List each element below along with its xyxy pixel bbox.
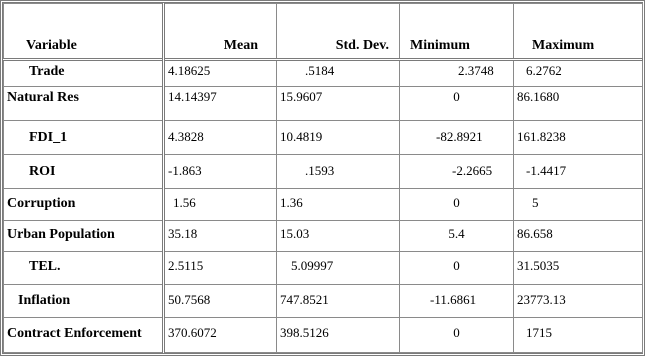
min-cell: 5.4 xyxy=(400,221,514,252)
min-cell: 2.3748 xyxy=(400,60,514,87)
variable-cell: Inflation xyxy=(4,285,164,318)
sd-cell: .5184 xyxy=(277,60,400,87)
mean-cell: 4.18625 xyxy=(164,60,277,87)
table-row xyxy=(4,87,643,121)
variable-cell: Corruption xyxy=(4,189,164,221)
min-cell: 0 xyxy=(400,252,514,285)
header-mean: Mean xyxy=(164,4,277,60)
table-row xyxy=(4,121,643,155)
mean-cell: 50.7568 xyxy=(164,285,277,318)
max-cell: 23773.13 xyxy=(514,285,643,318)
mean-cell: 4.3828 xyxy=(164,121,277,155)
table-row xyxy=(4,189,643,221)
header-maximum: Maximum xyxy=(514,4,643,60)
mean-cell: 1.56 xyxy=(164,189,277,221)
max-cell: 1715 xyxy=(514,318,643,353)
max-cell: 5 xyxy=(514,189,643,221)
descriptive-statistics-table xyxy=(3,3,643,353)
sd-cell: 15.03 xyxy=(277,221,400,252)
table-row xyxy=(4,285,643,318)
min-cell: 0 xyxy=(400,189,514,221)
mean-cell: 2.5115 xyxy=(164,252,277,285)
mean-cell: 370.6072 xyxy=(164,318,277,353)
sd-cell: 747.8521 xyxy=(277,285,400,318)
sd-cell: 10.4819 xyxy=(277,121,400,155)
header-variable: Variable xyxy=(4,4,164,60)
header-minimum: Minimum xyxy=(400,4,514,60)
sd-cell: 398.5126 xyxy=(277,318,400,353)
header-row xyxy=(4,4,643,60)
variable-cell: Urban Population xyxy=(4,221,164,252)
max-cell: 161.8238 xyxy=(514,121,643,155)
max-cell: 31.5035 xyxy=(514,252,643,285)
mean-cell: -1.863 xyxy=(164,155,277,189)
variable-cell: Contract Enforcement xyxy=(4,318,164,353)
header-std-dev: Std. Dev. xyxy=(277,4,400,60)
sd-cell: 5.09997 xyxy=(277,252,400,285)
min-cell: -82.8921 xyxy=(400,121,514,155)
mean-cell: 35.18 xyxy=(164,221,277,252)
variable-cell: Natural Res xyxy=(4,87,164,121)
table-row xyxy=(4,318,643,353)
max-cell: 86.658 xyxy=(514,221,643,252)
table-row xyxy=(4,252,643,285)
variable-cell: ROI xyxy=(4,155,164,189)
min-cell: -2.2665 xyxy=(400,155,514,189)
sd-cell: 1.36 xyxy=(277,189,400,221)
table-row xyxy=(4,155,643,189)
sd-cell: 15.9607 xyxy=(277,87,400,121)
variable-cell: FDI_1 xyxy=(4,121,164,155)
max-cell: 86.1680 xyxy=(514,87,643,121)
table-row xyxy=(4,60,643,87)
min-cell: 0 xyxy=(400,87,514,121)
variable-cell: Trade xyxy=(4,60,164,87)
sd-cell: .1593 xyxy=(277,155,400,189)
max-cell: 6.2762 xyxy=(514,60,643,87)
min-cell: -11.6861 xyxy=(400,285,514,318)
max-cell: -1.4417 xyxy=(514,155,643,189)
min-cell: 0 xyxy=(400,318,514,353)
table-row xyxy=(4,221,643,252)
mean-cell: 14.14397 xyxy=(164,87,277,121)
variable-cell: TEL. xyxy=(4,252,164,285)
